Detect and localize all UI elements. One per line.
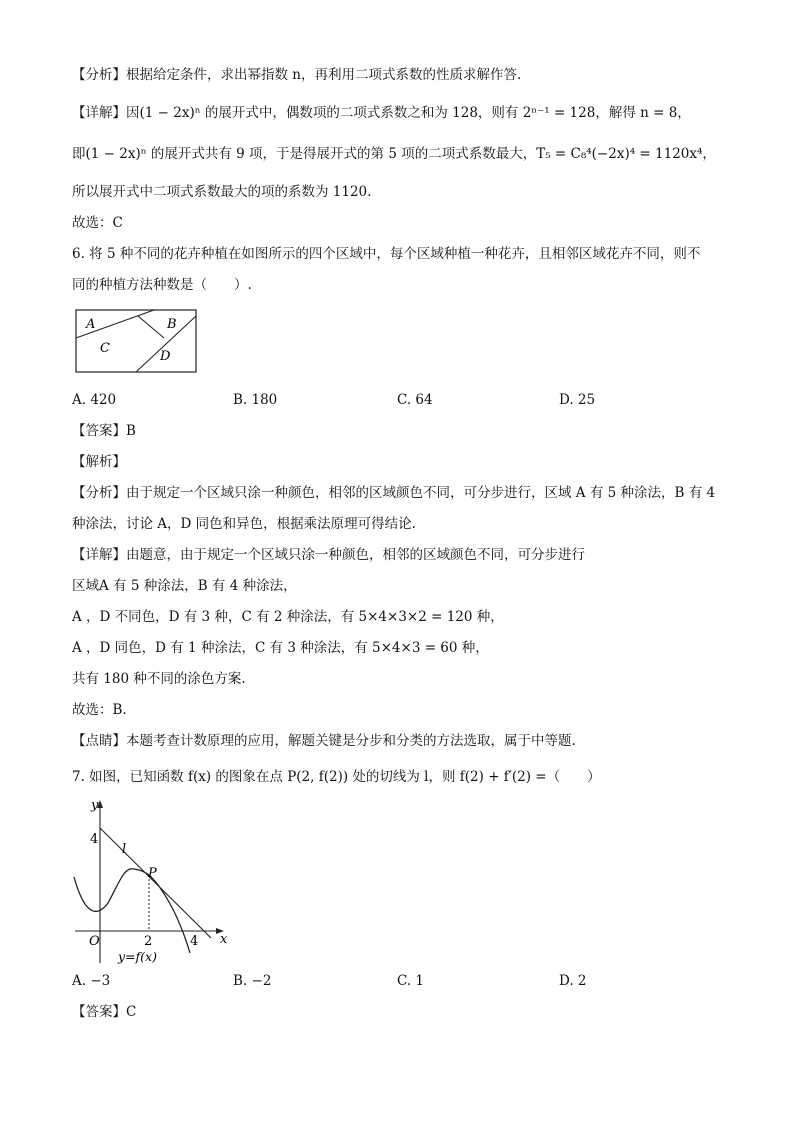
label-y: y	[91, 798, 99, 813]
q7-option-a: A. −3	[72, 973, 111, 989]
region-label-b: B	[167, 317, 177, 332]
q6-option-d: D. 25	[559, 392, 596, 408]
q7-answer: 【答案】C	[72, 1004, 137, 1020]
q6-analysis-2: 种涂法，讨论 A，D 同色和异色，根据乘法原理可得结论.	[72, 516, 416, 532]
function-graph	[70, 795, 240, 967]
label-l: l	[122, 842, 127, 857]
q6-jiexi: 【解析】	[72, 454, 126, 470]
region-diagram	[74, 308, 198, 374]
q5-detail-1: 【详解】因(1 − 2x)ⁿ 的展开式中，偶数项的二项式系数之和为 128，则有 2ⁿ⁻¹ = 128，解得 n = 8，	[72, 105, 691, 121]
q7-option-c: C. 1	[397, 973, 425, 989]
q6-option-a: A. 420	[72, 392, 117, 408]
q6-detail-5: 共有 180 种不同的涂色方案.	[72, 671, 246, 687]
label-x: x	[220, 932, 228, 947]
label-origin: O	[89, 934, 100, 949]
q6-detail-3: A ，D 不同色，D 有 3 种，C 有 2 种涂法，有 5×4×3×2 = 120 种，	[72, 609, 504, 625]
q6-detail-4: A ，D 同色，D 有 1 种涂法，C 有 3 种涂法，有 5×4×3 = 60 种，	[72, 640, 489, 656]
q6-stem-line-1: 6. 将 5 种不同的花卉种植在如图所示的四个区域中，每个区域种植一种花卉，且相邻区域花卉不同，则不	[72, 246, 701, 262]
q7-option-d: D. 2	[559, 973, 587, 989]
region-label-c: C	[100, 341, 110, 356]
q5-detail-2: 即(1 − 2x)ⁿ 的展开式共有 9 项，于是得展开式的第 5 项的二项式系数最大，T₅ = C₈⁴(−2x)⁴ = 1120x⁴，	[72, 146, 716, 162]
q6-option-b: B. 180	[233, 392, 278, 408]
tangent-line-extension	[204, 931, 211, 938]
region-label-d: D	[160, 349, 171, 364]
label-x-2: 2	[144, 934, 153, 949]
label-p: P	[148, 866, 157, 881]
q6-analysis-1: 【分析】由于规定一个区域只涂一种颜色，相邻的区域颜色不同，可分步进行，区域 A 有 5 种涂法，B 有 4	[72, 485, 716, 501]
q7-option-b: B. −2	[233, 973, 272, 989]
q6-detail-1: 【详解】由题意，由于规定一个区域只涂一种颜色，相邻的区域颜色不同，可分步进行	[72, 547, 585, 563]
region-label-a: A	[86, 317, 96, 332]
q6-comment: 【点睛】本题考查计数原理的应用，解题关键是分步和分类的方法选取，属于中等题.	[72, 733, 576, 749]
q6-choice: 故选：B.	[72, 702, 127, 718]
region-divider-bc	[138, 316, 164, 338]
q5-detail-3: 所以展开式中二项式系数最大的项的系数为 1120.	[72, 184, 372, 200]
q7-stem: 7. 如图，已知函数 f(x) 的图象在点 P(2, f(2)) 处的切线为 l，则 f(2) + f′(2) =（ ）	[72, 769, 601, 785]
q5-choice: 故选：C	[72, 215, 123, 231]
label-y-4: 4	[90, 832, 99, 847]
label-function: y=f(x)	[118, 949, 157, 964]
q6-option-c: C. 64	[397, 392, 433, 408]
q6-answer: 【答案】B	[72, 423, 136, 439]
q6-stem-line-2: 同的种植方法种数是（ ）.	[72, 277, 252, 293]
q6-detail-2: 区域A 有 5 种涂法，B 有 4 种涂法，	[72, 578, 297, 594]
q5-analysis: 【分析】根据给定条件，求出幂指数 n，再利用二项式系数的性质求解作答.	[72, 67, 522, 83]
label-x-4: 4	[190, 934, 199, 949]
